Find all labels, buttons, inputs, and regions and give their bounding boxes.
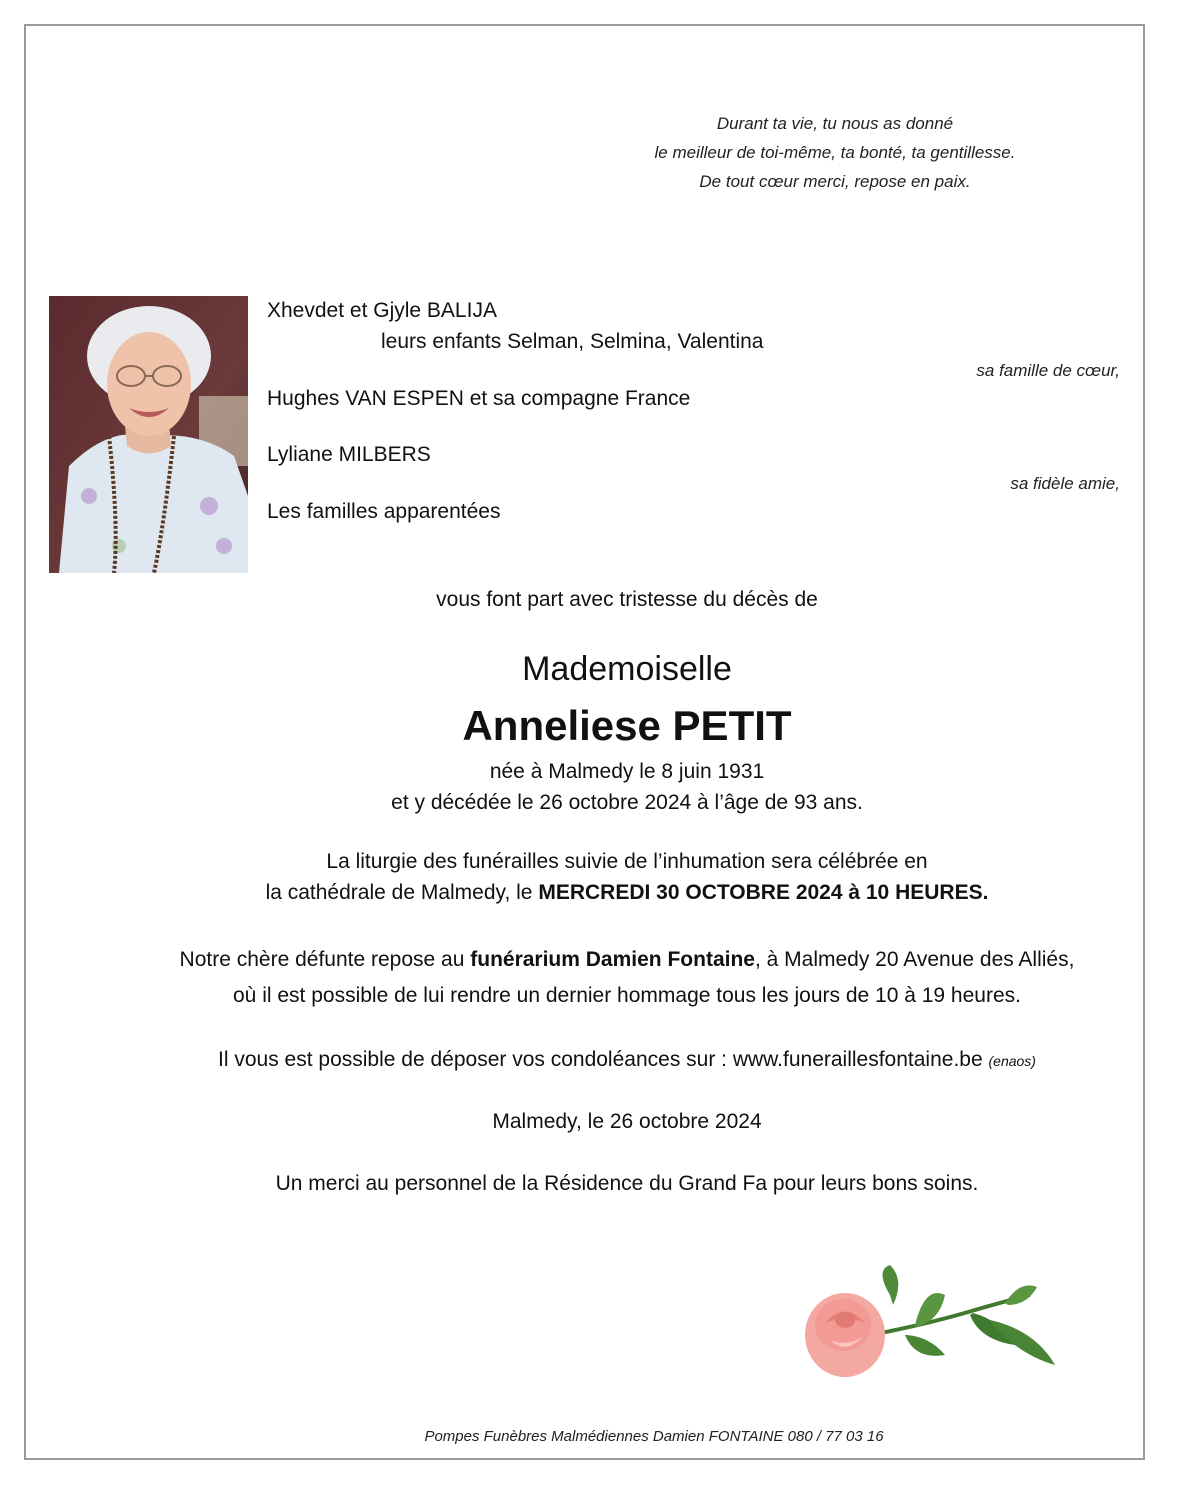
condolences-note: (enaos) (988, 1053, 1036, 1069)
portrait-photo (49, 296, 248, 573)
quote-line-2: le meilleur de toi-même, ta bonté, ta gentillesse. (654, 143, 1016, 162)
deceased-name: Anneliese PETIT (462, 702, 792, 749)
family-line-2: leurs enfants Selman, Selmina, Valentina (381, 330, 764, 353)
funerarium-name: funérarium Damien Fontaine (470, 948, 755, 971)
rest-pre: Notre chère défunte repose au (179, 948, 471, 971)
announcement-text: vous font part avec tristesse du décès de (436, 588, 818, 611)
condolences-text: Il vous est possible de déposer vos condoléances sur : www.funeraillesfontaine.be (218, 1048, 983, 1071)
family-note-heart: sa famille de cœur, (976, 361, 1120, 380)
birth-info: née à Malmedy le 8 juin 1931 (489, 760, 765, 783)
quote-line-1: Durant ta vie, tu nous as donné (716, 114, 954, 133)
rose-illustration (805, 1265, 1060, 1390)
condolences-line (0, 1048, 1194, 1072)
liturgy-date: MERCREDI 30 OCTOBRE 2024 à 10 HEURES. (538, 881, 989, 904)
rest-line-1 (0, 948, 1194, 972)
liturgy-location: la cathédrale de Malmedy, le (265, 881, 539, 904)
family-line-3: Hughes VAN ESPEN et sa compagne France (267, 387, 691, 410)
family-line-1: Xhevdet et Gjyle BALIJA (267, 299, 497, 322)
family-line-4: Lyliane MILBERS (267, 443, 431, 466)
death-info: et y décédée le 26 octobre 2024 à l’âge de 93 ans. (391, 791, 863, 814)
footer-text: Pompes Funèbres Malmédiennes Damien FONTAINE 080 / 77 03 16 (424, 1428, 884, 1445)
rest-line-2: où il est possible de lui rendre un dernier hommage tous les jours de 10 à 19 heures. (233, 984, 1021, 1007)
liturgy-line-2 (0, 881, 1194, 905)
family-line-5: Les familles apparentées (267, 500, 501, 523)
family-note-friend: sa fidèle amie, (1010, 474, 1120, 493)
thanks-text: Un merci au personnel de la Résidence du Grand Fa pour leurs bons soins. (275, 1172, 979, 1195)
deceased-title: Mademoiselle (522, 650, 732, 688)
rest-address: , à Malmedy 20 Avenue des Alliés, (754, 948, 1075, 971)
liturgy-line-1: La liturgie des funérailles suivie de l’inhumation sera célébrée en (326, 850, 928, 873)
quote-line-3: De tout cœur merci, repose en paix. (699, 172, 971, 191)
place-date: Malmedy, le 26 octobre 2024 (492, 1110, 762, 1133)
